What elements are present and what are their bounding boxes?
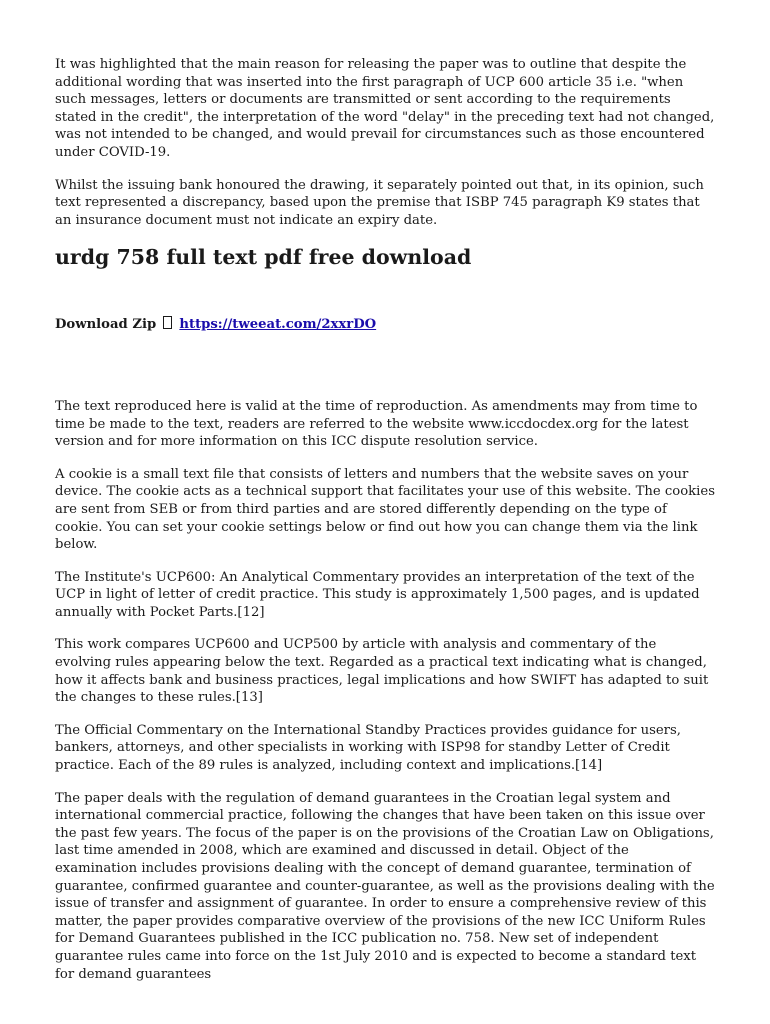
paragraph-croatian-guarantees: The paper deals with the regulation of demand guarantees in the Croatian legal system and international commercial practice, following the changes that have been taken on this issue over the past few years. The focus of the paper is on the provisions of the Croatian Law on Obligations, last time amended in 2008, which are examined and discussed in detail. Object of the examination includes provisions dealing with the concept of demand guarantee, termination of guarantee, confirmed guarantee and counter-guarantee, as well as the provisions dealing with the issue of transfer and assignment of guarantee. In order to ensure a comprehensive review of this matter, the paper provides comparative overview of the provisions of the new ICC Uniform Rules for Demand Guarantees published in the ICC publication no. 758. New set of independent guarantee rules came into force on the 1st July 2010 and is expected to become a standard text for demand guarantees [55, 790, 715, 982]
paragraph-ucp600-commentary: The Institute's UCP600: An Analytical Commentary provides an interpretation of the text of the UCP in light of letter of credit practice. This study is approximately 1,500 pages, and is updated annually with Pocket Parts.[12] [55, 569, 700, 620]
paragraph-ucp-delay: It was highlighted that the main reason for releasing the paper was to outline that despite the additional wording that was inserted into the first paragraph of UCP 600 article 35 i.e. "when such messages, letters or documents are transmitted or sent according to the requirements stated in the credit", the interpretation of the word "delay" in the preceding text had not changed, was not intended to be changed, and would prevail for circumstances such as those encountered under COVID-19. [55, 57, 715, 160]
page-heading: urdg 758 full text pdf free download [55, 245, 472, 270]
download-label: Download Zip [55, 317, 157, 333]
paragraph-ucp-comparison: This work compares UCP600 and UCP500 by article with analysis and commentary of the evolving rules appearing below the text. Regarded as a practical text indicating what is changed, how it affects bank and business practices, legal implications and how SWIFT has adapted to suit the changes to these rules.[13] [55, 637, 709, 706]
paragraph-cookie: A cookie is a small text file that consists of letters and numbers that the website saves on your device. The cookie acts as a technical support that facilitates your use of this website. The cookies are sent from SEB or from third parties and are stored differently depending on the type of cookie. You can set your cookie settings below or find out how you can change them via the link below. [55, 466, 715, 553]
paragraph-isp98-commentary: The Official Commentary on the International Standby Practices provides guidance for users, bankers, attorneys, and other specialists in working with ISP98 for standby Letter of Credit practice. Each of the 89 rules is analyzed, including context and implications.[14] [55, 722, 681, 774]
download-link[interactable]: https://tweeat.com/2xxrDO [179, 317, 377, 333]
paragraph-issuing-bank: Whilst the issuing bank honoured the drawing, it separately pointed out that, in its opinion, such text represented a discrepancy, based upon the premise that ISBP 745 paragraph K9 states that an insurance document must not indicate an expiry date. [55, 177, 704, 228]
download-line [55, 316, 715, 334]
document-page [55, 56, 715, 983]
missing-glyph-icon [163, 316, 172, 329]
paragraph-reproduction-validity: The text reproduced here is valid at the time of reproduction. As amendments may from time to time be made to the text, readers are referred to the website www.iccdocdex.org for the latest version and for more information on this ICC dispute resolution service. [55, 398, 698, 450]
